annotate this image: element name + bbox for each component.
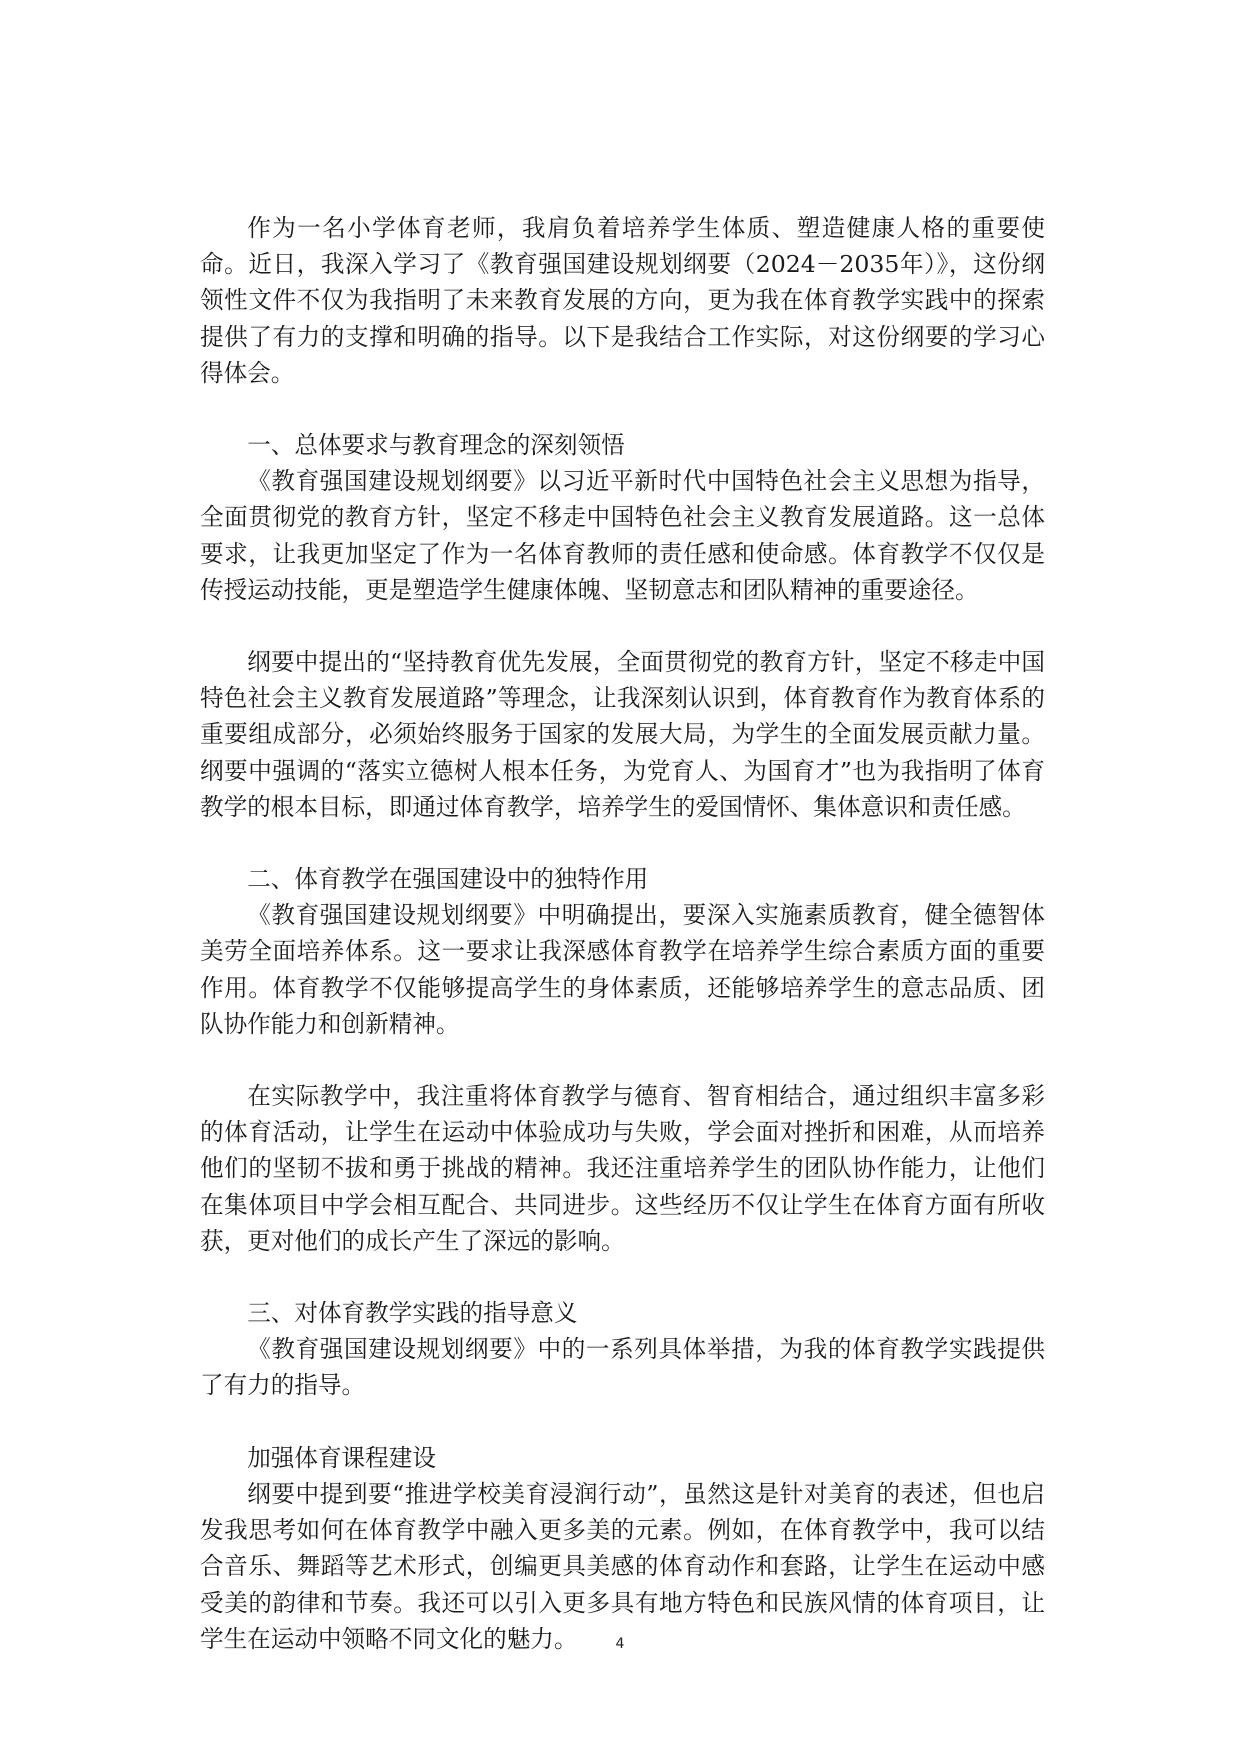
section-1 — [200, 427, 1045, 825]
section-paragraph: 《教育强国建设规划纲要》中的一系列具体举措，为我的体育教学实践提供了有力的指导。 — [200, 1335, 1045, 1400]
page-number: 4 — [615, 1636, 625, 1652]
spacer — [200, 608, 1045, 644]
spacer — [200, 825, 1045, 861]
subsection-heading: 加强体育课程建设 — [247, 1443, 436, 1472]
spacer — [200, 1042, 1045, 1078]
spacer — [200, 1404, 1045, 1440]
document-body — [200, 210, 1045, 1657]
section-3 — [200, 1295, 1045, 1404]
subsection-course-building — [200, 1440, 1045, 1657]
spacer — [200, 1259, 1045, 1295]
section-paragraph: 《教育强国建设规划纲要》以习近平新时代中国特色社会主义思想为指导，全面贯彻党的教育方针，坚定不移走中国特色社会主义教育发展道路。这一总体要求，让我更加坚定了作为一名体育教师的责任感和使命感。体育教学不仅仅是传授运动技能，更是塑造学生健康体魄、坚韧意志和团队精神的重要途径。 — [200, 467, 1045, 604]
section-paragraph: 在实际教学中，我注重将体育教学与德育、智育相结合，通过组织丰富多彩的体育活动，让学生在运动中体验成功与失败，学会面对挫折和困难，从而培养他们的坚韧不拔和勇于挑战的精神。我还注重培养学生的团队协作能力，让他们在集体项目中学会相互配合、共同进步。这些经历不仅让学生在体育方面有所收获，更对他们的成长产生了深远的影响。 — [200, 1082, 1045, 1255]
section-heading: 三、对体育教学实践的指导意义 — [247, 1299, 578, 1328]
spacer — [200, 391, 1045, 427]
section-2 — [200, 861, 1045, 1259]
section-heading: 二、体育教学在强国建设中的独特作用 — [247, 865, 649, 894]
section-paragraph: 纲要中提到要“推进学校美育浸润行动”，虽然这是针对美育的表述，但也启发我思考如何在体育教学中融入更多美的元素。例如，在体育教学中，我可以结合音乐、舞蹈等艺术形式，创编更具美感的体育动作和套路，让学生在运动中感受美的韵律和节奏。我还可以引入更多具有地方特色和民族风情的体育项目，让学生在运动中领略不同文化的魅力。 — [200, 1479, 1045, 1653]
section-paragraph: 纲要中提出的“坚持教育优先发展，全面贯彻党的教育方针，坚定不移走中国特色社会主义教育发展道路”等理念，让我深刻认识到，体育教育作为教育体系的重要组成部分，必须始终服务于国家的发展大局，为学生的全面发展贡献力量。纲要中强调的“落实立德树人根本任务，为党育人、为国育才”也为我指明了体育教学的根本目标，即通过体育教学，培养学生的爱国情怀、集体意识和责任感。 — [200, 648, 1045, 821]
section-heading: 一、总体要求与教育理念的深刻领悟 — [247, 431, 625, 460]
section-paragraph: 《教育强国建设规划纲要》中明确提出，要深入实施素质教育，健全德智体美劳全面培养体系。这一要求让我深感体育教学在培养学生综合素质方面的重要作用。体育教学不仅能够提高学生的身体素质，还能够培养学生的意志品质、团队协作能力和创新精神。 — [200, 901, 1045, 1038]
intro-paragraph: 作为一名小学体育老师，我肩负着培养学生体质、塑造健康人格的重要使命。近日，我深入学习了《教育强国建设规划纲要（2024－2035年）》，这份纲领性文件不仅为我指明了未来教育发展的方向，更为我在体育教学实践中的探索提供了有力的支撑和明确的指导。以下是我结合工作实际，对这份纲要的学习心得体会。 — [200, 214, 1045, 387]
